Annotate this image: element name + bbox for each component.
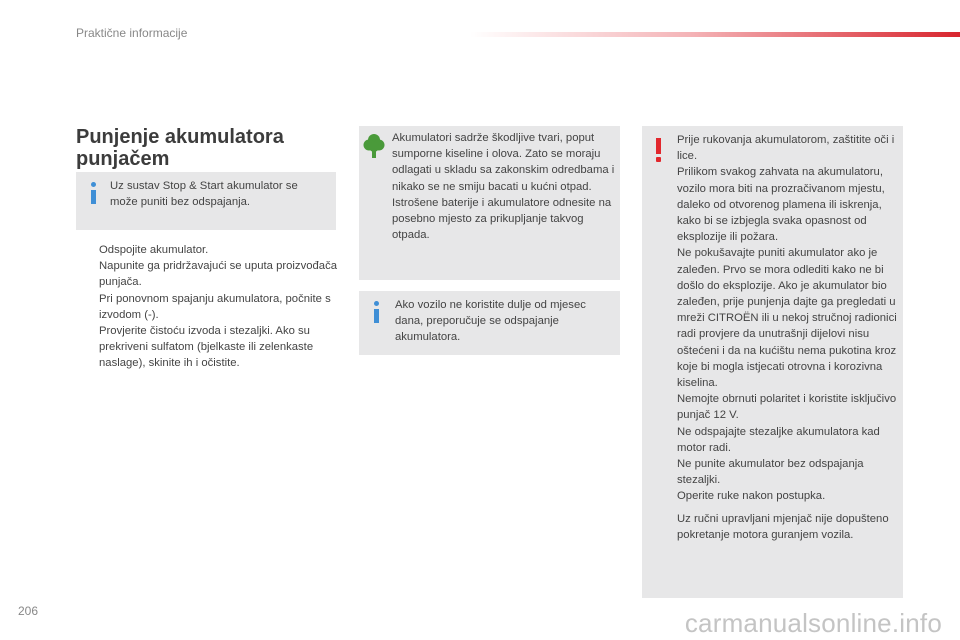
list-item: Napunite ga pridržavajući se uputa proizvođača punjača.	[99, 260, 338, 289]
header-title: Praktične informacije	[76, 26, 188, 40]
warning-note-text	[677, 132, 899, 543]
page-number: 206	[18, 604, 39, 618]
tree-icon	[363, 132, 385, 160]
info-note-stop-start	[76, 172, 336, 230]
info-note-inactive-vehicle	[359, 291, 620, 355]
warning-note	[642, 126, 903, 598]
header-accent-bar	[470, 32, 960, 37]
section-title: Punjenje akumulatora punjačem	[76, 126, 284, 170]
eco-note	[359, 126, 620, 280]
list-item: Odspojite akumulator.	[99, 244, 209, 256]
exclamation-icon	[653, 138, 663, 164]
watermark: carmanualsonline.info	[684, 608, 942, 638]
info-icon	[88, 182, 98, 206]
info-note-text: Uz sustav Stop & Start akumulator se može puniti bez odspajanja.	[110, 180, 298, 209]
warning-paragraph: Uz ručni upravljani mjenjač nije dopušteno pokretanje motora guranjem vozila.	[677, 512, 889, 541]
list-item: Pri ponovnom spajanju akumulatora, počnite s izvodom (-).	[99, 292, 331, 321]
info-note-text: Ako vozilo ne koristite dulje od mjesec dana, preporučuje se odspajanje akumulatora.	[395, 299, 586, 344]
steps-list	[82, 242, 344, 372]
info-icon	[371, 301, 381, 325]
eco-note-text: Akumulatori sadrže škodljive tvari, poput sumporne kiseline i olova. Zato se moraju odlagati u skladu sa zakonskim odredbama i nikako se ne smiju bacati u kućni otpad. Istrošene baterije i akumulatore odnesite na posebno mjesto za prikupljanje takvog otpada.	[392, 132, 615, 242]
warning-paragraph: Prije rukovanja akumulatorom, zaštitite oči i lice. Prilikom svakog zahvata na akumulatoru, vozilo mora biti na prozračivanom mjestu, daleko od otvorenog plamena ili iskrenja, kako bi se izbjegla svaka opasnost od eksplozije ili požara. Ne pokušavajte puniti akumulator ako je zaleđen. Prvo se mora odlediti kako ne bi došlo do eksplozije. Ako je akumulator bio zaleđen, prije punjenja dajte ga pregledati u mreži CITROËN ili u nekoj stručnoj radionici radi provjere da unutrašnji dijelovi nisu oštećeni i da na kućištu nema pukotina kroz koje bi mogla istjecati otrovna i korozivna kiselina. Nemojte obrnuti polaritet i koristite isključivo punjač 12 V. Ne odspajajte stezaljke akumulatora kad motor radi. Ne punite akumulator bez odspajanja stezaljki. Operite ruke nakon postupka.	[677, 134, 897, 503]
list-item: Provjerite čistoću izvoda i stezaljki. Ako su prekriveni sulfatom (bjelkaste ili zelenkaste naslage), skinite ih i očistite.	[99, 325, 314, 370]
